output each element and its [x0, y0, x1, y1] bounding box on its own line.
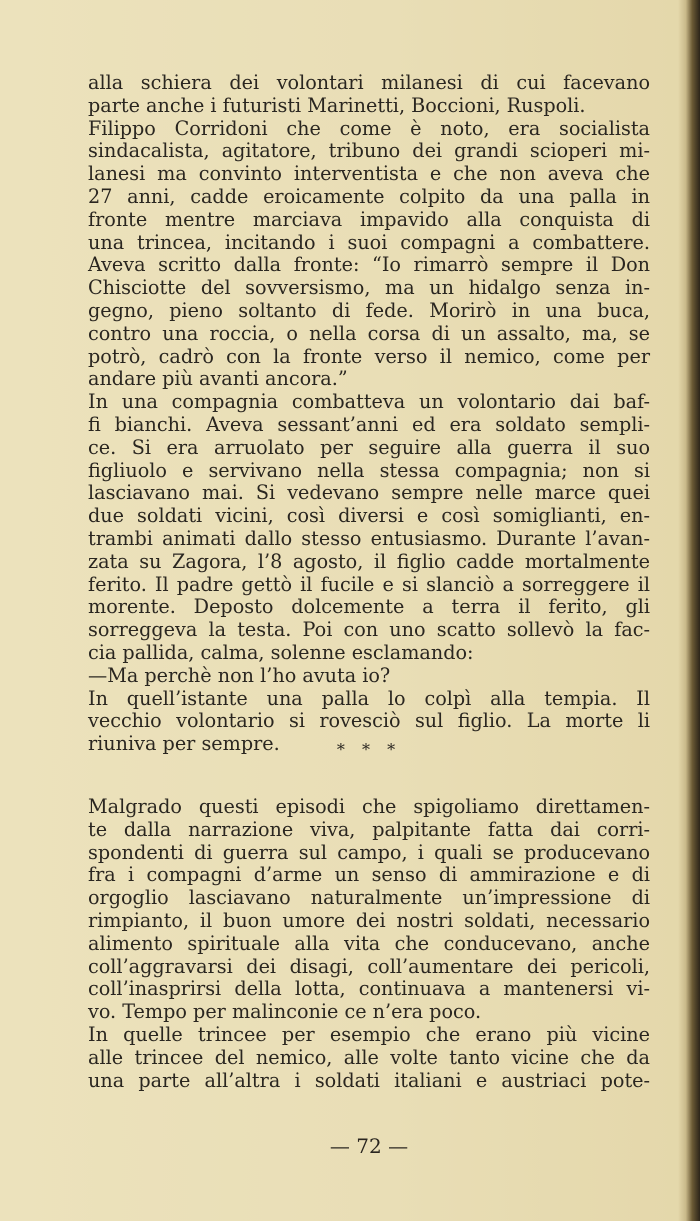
- text-block-lower: [88, 796, 650, 1092]
- text-line: Filippo Corridoni che come è noto, era socialista: [88, 116, 650, 140]
- text-line: trambi animati dallo stesso entusiasmo. Durante l’avan-: [88, 526, 650, 550]
- text-line: morente. Deposto dolcemente a terra il ferito, gli: [88, 595, 650, 619]
- text-line: Malgrado questi episodi che spigoliamo direttamen-: [88, 795, 650, 818]
- text-line: alla schiera dei volontari milanesi di cui facevano: [88, 71, 650, 94]
- text-line: coll’inasprirsi della lotta, continuava a mantenersi vi-: [88, 977, 650, 1001]
- text-line: fra i compagni d’arme un senso di ammirazione e di: [88, 863, 650, 887]
- text-line: cia pallida, calma, solenne esclamando:: [88, 640, 474, 664]
- text-line: una trincea, incitando i suoi compagni a combattere.: [88, 230, 650, 254]
- text-line: gegno, pieno soltanto di fede. Morirò in una buca,: [88, 298, 650, 322]
- text-line: una parte all’altra i soldati italiani e austriaci pote-: [88, 1068, 650, 1092]
- text-line: In quelle trincee per esempio che erano più vicine: [88, 1022, 650, 1046]
- text-line: spondenti di guerra sul campo, i quali se producevano: [88, 840, 650, 864]
- text-line: lasciavano mai. Si vedevano sempre nelle marce quei: [88, 481, 650, 505]
- page-number: — 72 —: [329, 1134, 409, 1158]
- text-line: andare più avanti ancora.”: [88, 367, 348, 391]
- text-line: vo. Tempo per malinconie ce n’era poco.: [88, 1000, 482, 1024]
- text-line: figliuolo e servivano nella stessa compagnia; non si: [88, 458, 650, 482]
- text-line: potrò, cadrò con la fronte verso il nemico, come per: [88, 344, 650, 368]
- text-line: vecchio volontario si rovesciò sul figlio. La morte li: [88, 709, 650, 733]
- text-line: In una compagnia combatteva un volontario dai baf-: [88, 390, 650, 414]
- text-line: ce. Si era arruolato per seguire alla guerra il suo: [88, 435, 650, 459]
- text-line: Aveva scritto dalla fronte: “Io rimarrò sempre il Don: [88, 253, 650, 277]
- text-line: —Ma perchè non l’ho avuta io?: [88, 663, 391, 687]
- text-line: alle trincee del nemico, alle volte tanto vicine che da: [88, 1045, 650, 1069]
- text-line: orgoglio lasciavano naturalmente un’impressione di: [88, 886, 650, 910]
- text-line: zata su Zagora, l’8 agosto, il figlio cadde mortalmente: [88, 549, 650, 573]
- text-line: In quell’istante una palla lo colpì alla tempia. Il: [88, 686, 650, 710]
- section-separator: * * *: [336, 740, 402, 759]
- text-line: lanesi ma convinto interventista e che non aveva che: [88, 162, 650, 186]
- text-line: contro una roccia, o nella corsa di un assalto, ma, se: [88, 321, 650, 345]
- text-line: parte anche i futuristi Marinetti, Boccioni, Ruspoli.: [88, 93, 586, 117]
- text-line: sorreggeva la testa. Poi con uno scatto sollevò la fac-: [88, 618, 650, 642]
- text-line: 27 anni, cadde eroicamente colpito da una palla in: [88, 184, 650, 208]
- text-block-upper: [88, 72, 650, 756]
- text-line: alimento spirituale alla vita che conducevano, anche: [88, 931, 650, 955]
- text-line: te dalla narrazione viva, palpitante fatta dai corri-: [88, 817, 650, 841]
- text-line: rimpianto, il buon umore dei nostri soldati, necessario: [88, 908, 650, 932]
- text-line: Chisciotte del sovversismo, ma un hidalgo senza in-: [88, 276, 650, 300]
- text-line: due soldati vicini, così diversi e così somiglianti, en-: [88, 504, 650, 528]
- text-line: ferito. Il padre gettò il fucile e si slanciò a sorreggere il: [88, 572, 650, 596]
- text-line: fi bianchi. Aveva sessant’anni ed era soldato sempli-: [88, 412, 650, 436]
- text-line: sindacalista, agitatore, tribuno dei grandi scioperi mi-: [88, 139, 650, 163]
- text-line: fronte mentre marciava impavido alla conquista di: [88, 207, 650, 231]
- text-line: coll’aggravarsi dei disagi, coll’aumentare dei pericoli,: [88, 954, 650, 978]
- text-line: riuniva per sempre.: [88, 732, 280, 756]
- page-edge-shadow: [678, 0, 700, 1221]
